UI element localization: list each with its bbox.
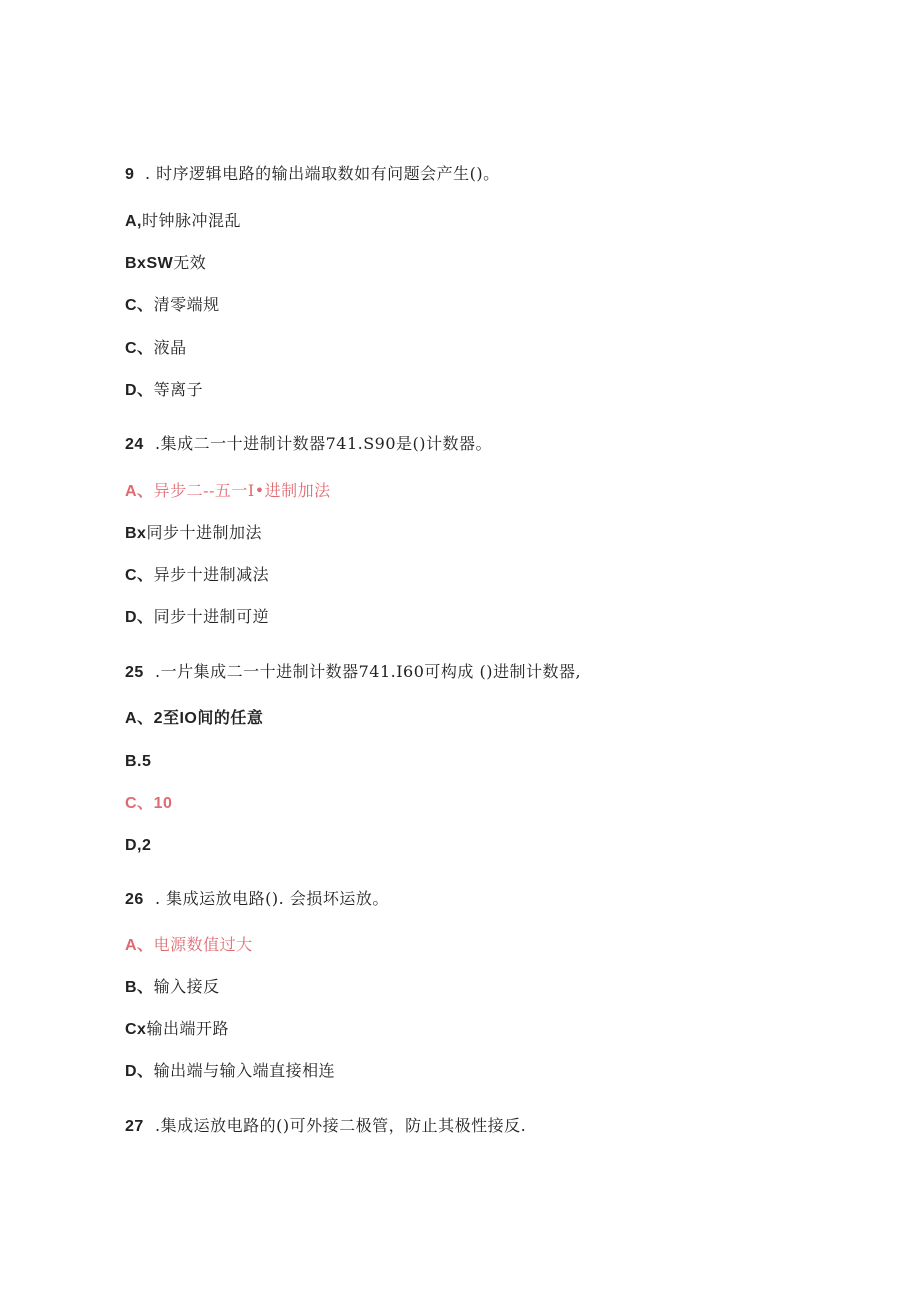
option-label: BxSW bbox=[125, 255, 174, 272]
option-d bbox=[125, 1061, 335, 1082]
option-b bbox=[125, 751, 151, 772]
question-number: 25 bbox=[125, 664, 144, 681]
option-a-correct bbox=[125, 481, 331, 502]
option-text: 输出端与输入端直接相连 bbox=[153, 1061, 336, 1080]
option-c bbox=[125, 565, 269, 586]
question-number: 26 bbox=[125, 891, 144, 908]
option-label: A、 bbox=[125, 710, 154, 727]
option-text: 清零端规 bbox=[153, 295, 220, 314]
question-text: .集成二一十进制计数器741.S90是()计数器。 bbox=[155, 434, 493, 453]
option-text: 同步十进制加法 bbox=[146, 523, 262, 542]
option-c bbox=[125, 295, 220, 316]
option-label: C、 bbox=[125, 340, 154, 357]
question-9 bbox=[125, 164, 500, 185]
question-25 bbox=[125, 662, 581, 683]
option-label: A, bbox=[125, 213, 142, 230]
option-label: C、 bbox=[125, 297, 154, 314]
option-label: Cx bbox=[125, 1021, 147, 1038]
option-d bbox=[125, 835, 151, 856]
option-b bbox=[125, 523, 262, 544]
option-text: 2至IO间的任意 bbox=[153, 710, 264, 727]
option-text: 异步二--五一I•进制加法 bbox=[153, 481, 331, 500]
question-number: 9 bbox=[125, 166, 135, 183]
option-text: 输出端开路 bbox=[146, 1019, 229, 1038]
option-text: 电源数值过大 bbox=[153, 935, 253, 954]
option-a bbox=[125, 708, 263, 729]
option-a bbox=[125, 211, 241, 232]
question-number: 24 bbox=[125, 436, 144, 453]
option-text: 液晶 bbox=[153, 338, 187, 357]
option-text: 输入接反 bbox=[153, 977, 220, 996]
option-label: Bx bbox=[125, 525, 147, 542]
option-label: C、 bbox=[125, 795, 154, 812]
option-b bbox=[125, 253, 206, 274]
question-text: .一片集成二一十进制计数器741.I60可构成 ()进制计数器, bbox=[155, 662, 582, 681]
option-label: B、 bbox=[125, 979, 154, 996]
question-24 bbox=[125, 434, 492, 455]
question-26 bbox=[125, 889, 389, 910]
question-text: .集成运放电路的()可外接二极管，防止其极性接反. bbox=[155, 1116, 527, 1135]
option-a-correct bbox=[125, 935, 253, 956]
option-text: 异步十进制减法 bbox=[153, 565, 270, 584]
option-c bbox=[125, 338, 187, 359]
option-label: D、 bbox=[125, 1063, 154, 1080]
option-d bbox=[125, 380, 203, 401]
option-text: 无效 bbox=[173, 253, 207, 272]
question-text: . 集成运放电路(). 会损坏运放。 bbox=[155, 889, 389, 908]
option-text: 时钟脉冲混乱 bbox=[142, 211, 242, 230]
option-label: D,2 bbox=[125, 837, 152, 854]
question-27 bbox=[125, 1116, 526, 1137]
option-label: A、 bbox=[125, 483, 154, 500]
option-c-correct bbox=[125, 793, 172, 814]
option-b bbox=[125, 977, 220, 998]
option-label: A、 bbox=[125, 937, 154, 954]
option-label: C、 bbox=[125, 567, 154, 584]
option-text: 10 bbox=[153, 795, 173, 812]
question-number: 27 bbox=[125, 1118, 144, 1135]
option-text: 同步十进制可逆 bbox=[153, 607, 270, 626]
option-text: 等离子 bbox=[153, 380, 204, 399]
option-d bbox=[125, 607, 269, 628]
option-label: D、 bbox=[125, 382, 154, 399]
option-c bbox=[125, 1019, 229, 1040]
option-label: B.5 bbox=[125, 753, 152, 770]
question-text: . 时序逻辑电路的输出端取数如有问题会产生()。 bbox=[145, 164, 500, 183]
option-label: D、 bbox=[125, 609, 154, 626]
